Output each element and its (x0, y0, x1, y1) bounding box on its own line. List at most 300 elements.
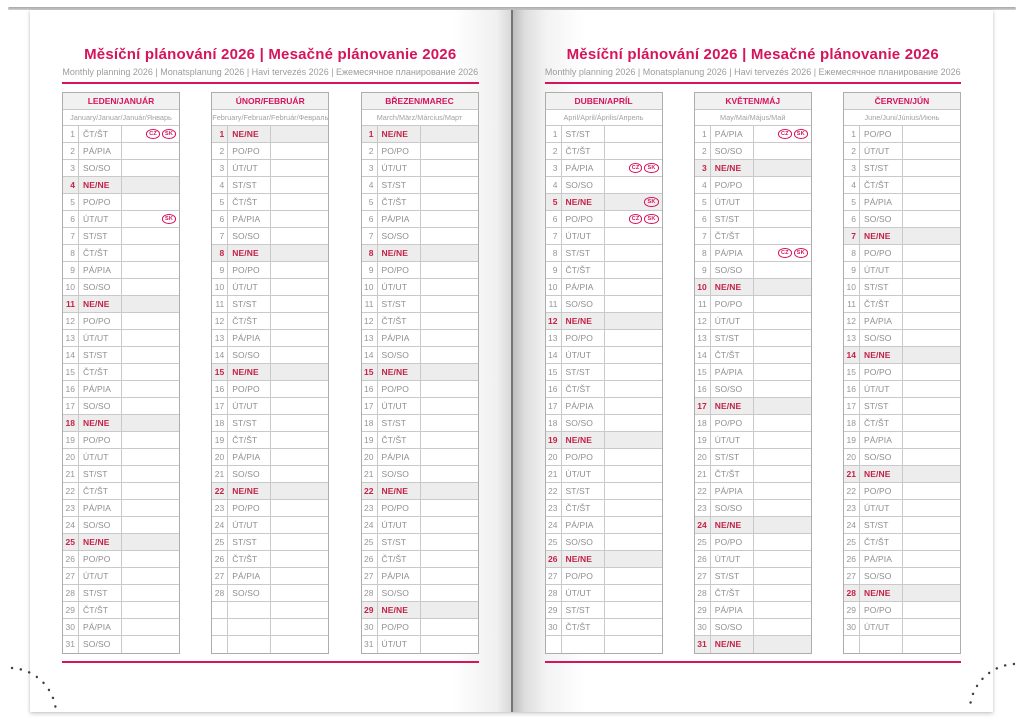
day-number-cell: 2 (844, 143, 860, 159)
day-row (546, 602, 662, 619)
day-number-cell: 10 (546, 279, 562, 295)
day-name-cell: PO/PO (860, 245, 903, 261)
day-number-cell: 25 (695, 534, 711, 550)
day-name-cell: ST/ST (228, 415, 271, 431)
day-name-cell: ČT/ŠT (711, 228, 754, 244)
day-number-cell: 14 (212, 347, 228, 363)
notes-cell (903, 500, 960, 516)
notes-cell (903, 466, 960, 482)
day-row (63, 313, 179, 330)
day-name-cell: ÚT/UT (711, 313, 754, 329)
cz-holiday-badge: CZ (629, 163, 643, 173)
day-number-cell: 11 (695, 296, 711, 312)
day-number-cell: 16 (63, 381, 79, 397)
day-name-cell: ST/ST (378, 177, 421, 193)
notes-cell (122, 211, 179, 227)
day-number-cell: 27 (695, 568, 711, 584)
notes-cell (122, 262, 179, 278)
day-number-cell: 26 (362, 551, 378, 567)
notes-cell (605, 126, 662, 142)
day-number-cell: 1 (362, 126, 378, 142)
notes-cell (605, 517, 662, 533)
day-name-cell: ÚT/UT (228, 279, 271, 295)
day-name-cell: NE/NE (860, 228, 903, 244)
notes-cell (271, 415, 328, 431)
notes-cell (754, 296, 811, 312)
day-row (212, 330, 328, 347)
day-row (695, 381, 811, 398)
day-name-cell: NE/NE (378, 126, 421, 142)
day-number-cell: 22 (362, 483, 378, 499)
day-row (63, 262, 179, 279)
day-name-cell: PO/PO (860, 126, 903, 142)
day-number-cell: 1 (695, 126, 711, 142)
day-name-cell: PÁ/PIA (860, 432, 903, 448)
right-page (511, 10, 994, 712)
day-number-cell (844, 636, 860, 653)
day-name-cell: ST/ST (79, 228, 122, 244)
day-row (212, 551, 328, 568)
notes-cell (421, 160, 478, 176)
notes-cell (754, 160, 811, 176)
day-row (212, 636, 328, 653)
day-name-cell (228, 636, 271, 653)
day-name-cell: SO/SO (711, 381, 754, 397)
day-row (844, 619, 960, 636)
day-number-cell: 20 (844, 449, 860, 465)
day-name-cell (860, 636, 903, 653)
notes-cell (903, 381, 960, 397)
day-number-cell: 22 (546, 483, 562, 499)
notes-cell (271, 228, 328, 244)
day-row (362, 347, 478, 364)
notes-cell (271, 364, 328, 380)
day-row (844, 160, 960, 177)
notes-cell (605, 211, 662, 227)
day-number-cell: 27 (844, 568, 860, 584)
day-name-cell: PÁ/PIA (228, 568, 271, 584)
notes-cell (421, 534, 478, 550)
notes-cell (903, 432, 960, 448)
day-row (63, 619, 179, 636)
day-name-cell: ÚT/UT (378, 398, 421, 414)
day-row (63, 381, 179, 398)
day-name-cell: NE/NE (228, 364, 271, 380)
notes-cell (903, 483, 960, 499)
day-row (546, 636, 662, 653)
day-row (695, 330, 811, 347)
day-row (695, 568, 811, 585)
notes-cell (754, 602, 811, 618)
day-row (844, 126, 960, 143)
day-name-cell: ST/ST (562, 602, 605, 618)
day-number-cell: 29 (844, 602, 860, 618)
day-number-cell: 14 (546, 347, 562, 363)
day-row (844, 143, 960, 160)
day-name-cell: ČT/ŠT (711, 347, 754, 363)
notes-cell (903, 296, 960, 312)
day-row (546, 483, 662, 500)
day-number-cell: 24 (362, 517, 378, 533)
notes-cell (605, 449, 662, 465)
day-name-cell: PO/PO (378, 143, 421, 159)
notes-cell (421, 602, 478, 618)
notes-cell (122, 143, 179, 159)
day-row (844, 381, 960, 398)
day-row (844, 313, 960, 330)
day-number-cell: 4 (63, 177, 79, 193)
day-name-cell: ČT/ŠT (860, 415, 903, 431)
day-row (63, 228, 179, 245)
day-name-cell: ÚT/UT (860, 500, 903, 516)
day-name-cell: PO/PO (711, 534, 754, 550)
notes-cell (754, 143, 811, 159)
notes-cell (271, 551, 328, 567)
day-name-cell: ST/ST (711, 330, 754, 346)
day-number-cell: 19 (63, 432, 79, 448)
day-row (362, 636, 478, 653)
day-number-cell: 9 (695, 262, 711, 278)
day-row (695, 636, 811, 653)
notes-cell (605, 347, 662, 363)
day-name-cell: ST/ST (860, 517, 903, 533)
day-row (362, 211, 478, 228)
day-name-cell: PÁ/PIA (562, 160, 605, 176)
notes-cell (754, 347, 811, 363)
day-number-cell (546, 636, 562, 653)
notes-cell (754, 330, 811, 346)
notes-cell (271, 296, 328, 312)
day-name-cell: ST/ST (228, 177, 271, 193)
day-row (844, 228, 960, 245)
notes-cell (605, 279, 662, 295)
notes-cell (271, 568, 328, 584)
day-row (362, 619, 478, 636)
day-name-cell: ST/ST (228, 534, 271, 550)
day-row (362, 449, 478, 466)
notes-cell (122, 483, 179, 499)
notes-cell (903, 602, 960, 618)
day-number-cell: 7 (63, 228, 79, 244)
day-row (695, 466, 811, 483)
day-number-cell: 4 (695, 177, 711, 193)
notes-cell (754, 466, 811, 482)
day-name-cell: PÁ/PIA (562, 398, 605, 414)
notes-cell (605, 313, 662, 329)
day-row (695, 279, 811, 296)
notes-cell (421, 551, 478, 567)
notes-cell (903, 636, 960, 653)
day-row (546, 517, 662, 534)
day-row (695, 347, 811, 364)
notes-cell (421, 262, 478, 278)
day-row (844, 602, 960, 619)
day-name-cell: SO/SO (860, 330, 903, 346)
day-row (844, 364, 960, 381)
notes-cell (754, 415, 811, 431)
day-row (63, 551, 179, 568)
notes-cell (271, 466, 328, 482)
day-number-cell (212, 636, 228, 653)
notes-cell (754, 279, 811, 295)
day-number-cell: 16 (546, 381, 562, 397)
day-number-cell: 29 (63, 602, 79, 618)
notes-cell (271, 126, 328, 142)
day-number-cell: 30 (362, 619, 378, 635)
day-row (63, 483, 179, 500)
day-row (63, 636, 179, 653)
notes-cell (754, 245, 811, 261)
notes-cell (271, 449, 328, 465)
day-name-cell: ČT/ŠT (228, 432, 271, 448)
day-row (844, 500, 960, 517)
notes-cell (421, 228, 478, 244)
day-row (362, 364, 478, 381)
day-number-cell: 3 (212, 160, 228, 176)
day-row (362, 313, 478, 330)
notes-cell (421, 466, 478, 482)
day-name-cell: ST/ST (562, 483, 605, 499)
day-row (546, 245, 662, 262)
day-number-cell: 30 (695, 619, 711, 635)
notes-cell (122, 432, 179, 448)
day-name-cell: ÚT/UT (860, 381, 903, 397)
day-number-cell: 18 (63, 415, 79, 431)
day-name-cell: NE/NE (711, 398, 754, 414)
notes-cell (605, 483, 662, 499)
day-row (695, 432, 811, 449)
notes-cell (271, 398, 328, 414)
notes-cell (754, 568, 811, 584)
day-name-cell: PÁ/PIA (228, 330, 271, 346)
day-row (212, 534, 328, 551)
day-row (844, 296, 960, 313)
day-row (695, 160, 811, 177)
day-number-cell: 5 (546, 194, 562, 210)
notes-cell (903, 517, 960, 533)
day-name-cell: NE/NE (860, 585, 903, 601)
day-number-cell: 6 (844, 211, 860, 227)
notes-cell (271, 381, 328, 397)
day-row (63, 432, 179, 449)
notes-cell (122, 330, 179, 346)
day-number-cell: 26 (844, 551, 860, 567)
months-row (545, 92, 962, 654)
day-row (546, 415, 662, 432)
day-row (546, 381, 662, 398)
day-number-cell: 21 (546, 466, 562, 482)
notes-cell (271, 194, 328, 210)
day-number-cell: 21 (695, 466, 711, 482)
day-row (362, 126, 478, 143)
day-name-cell: PÁ/PIA (79, 619, 122, 635)
notes-cell (421, 296, 478, 312)
day-name-cell: ÚT/UT (711, 551, 754, 567)
day-name-cell: ČT/ŠT (378, 432, 421, 448)
notes-cell (421, 211, 478, 227)
day-row (695, 245, 811, 262)
notes-cell (122, 296, 179, 312)
notes-cell (605, 466, 662, 482)
day-row (546, 585, 662, 602)
day-name-cell: ČT/ŠT (228, 313, 271, 329)
day-name-cell: ST/ST (860, 160, 903, 176)
day-number-cell: 14 (362, 347, 378, 363)
day-number-cell: 28 (63, 585, 79, 601)
day-row (212, 585, 328, 602)
day-name-cell: NE/NE (378, 364, 421, 380)
day-name-cell: PO/PO (378, 619, 421, 635)
day-number-cell: 3 (546, 160, 562, 176)
day-name-cell: ST/ST (711, 568, 754, 584)
day-row (362, 296, 478, 313)
day-number-cell: 6 (212, 211, 228, 227)
notes-cell (271, 483, 328, 499)
day-number-cell: 7 (844, 228, 860, 244)
day-number-cell: 28 (844, 585, 860, 601)
notes-cell (122, 347, 179, 363)
day-name-cell: PO/PO (228, 262, 271, 278)
day-number-cell: 10 (212, 279, 228, 295)
notes-cell (605, 194, 662, 210)
day-number-cell: 25 (362, 534, 378, 550)
notes-cell (754, 585, 811, 601)
notes-cell (122, 313, 179, 329)
day-row (212, 364, 328, 381)
day-number-cell: 15 (362, 364, 378, 380)
day-row (844, 449, 960, 466)
day-row (63, 466, 179, 483)
day-name-cell: ÚT/UT (79, 211, 122, 227)
day-number-cell: 18 (844, 415, 860, 431)
day-number-cell: 29 (546, 602, 562, 618)
day-name-cell: ČT/ŠT (378, 194, 421, 210)
day-name-cell: SO/SO (228, 347, 271, 363)
notes-cell (421, 636, 478, 653)
day-name-cell: ÚT/UT (562, 585, 605, 601)
notes-cell (605, 415, 662, 431)
notes-cell (903, 228, 960, 244)
notes-cell (421, 381, 478, 397)
day-number-cell: 12 (63, 313, 79, 329)
day-number-cell: 10 (844, 279, 860, 295)
day-row (546, 568, 662, 585)
sk-holiday-badge: SK (644, 163, 658, 173)
notes-cell (421, 585, 478, 601)
notes-cell (122, 602, 179, 618)
notes-cell (605, 602, 662, 618)
day-row (63, 449, 179, 466)
notes-cell (605, 534, 662, 550)
day-number-cell: 13 (362, 330, 378, 346)
notes-cell (421, 415, 478, 431)
day-number-cell: 11 (212, 296, 228, 312)
notes-cell (122, 160, 179, 176)
day-number-cell: 30 (63, 619, 79, 635)
day-row (362, 398, 478, 415)
day-row (844, 483, 960, 500)
day-row (844, 330, 960, 347)
day-number-cell: 17 (63, 398, 79, 414)
notes-cell (605, 160, 662, 176)
day-row (695, 126, 811, 143)
month-table-březen (361, 92, 479, 654)
day-row (212, 126, 328, 143)
day-name-cell: NE/NE (378, 483, 421, 499)
day-name-cell: ST/ST (860, 279, 903, 295)
day-row (546, 126, 662, 143)
day-row (212, 279, 328, 296)
day-number-cell: 30 (844, 619, 860, 635)
day-row (63, 194, 179, 211)
day-number-cell: 22 (844, 483, 860, 499)
day-name-cell: ČT/ŠT (860, 296, 903, 312)
day-row (212, 296, 328, 313)
day-number-cell: 1 (212, 126, 228, 142)
page-title: Měsíční plánování 2026 | Mesačné plánovanie 2026 (84, 46, 457, 63)
day-row (546, 500, 662, 517)
day-name-cell: PO/PO (79, 313, 122, 329)
day-number-cell: 26 (63, 551, 79, 567)
day-name-cell: ČT/ŠT (79, 364, 122, 380)
day-number-cell: 6 (546, 211, 562, 227)
day-number-cell: 31 (362, 636, 378, 653)
day-name-cell: SO/SO (562, 177, 605, 193)
notes-cell (271, 143, 328, 159)
day-row (695, 398, 811, 415)
notes-cell (122, 177, 179, 193)
notes-cell (271, 160, 328, 176)
page-subtitle: Monthly planning 2026 | Monatsplanung 2026 | Havi tervezés 2026 | Ежемесячное планирование 2026 (544, 67, 961, 77)
day-name-cell: ČT/ŠT (562, 381, 605, 397)
day-number-cell: 13 (546, 330, 562, 346)
day-number-cell: 28 (212, 585, 228, 601)
notes-cell (421, 177, 478, 193)
day-row (695, 517, 811, 534)
notes-cell (754, 500, 811, 516)
day-name-cell: ČT/ŠT (562, 619, 605, 635)
day-name-cell: PÁ/PIA (378, 330, 421, 346)
day-row (362, 585, 478, 602)
day-number-cell: 9 (844, 262, 860, 278)
day-name-cell: PÁ/PIA (711, 602, 754, 618)
notes-cell (754, 194, 811, 210)
day-name-cell: PÁ/PIA (860, 551, 903, 567)
cz-holiday-badge: CZ (146, 129, 160, 139)
day-name-cell: PO/PO (378, 381, 421, 397)
day-row (844, 245, 960, 262)
day-name-cell: PÁ/PIA (378, 568, 421, 584)
notes-cell (421, 619, 478, 635)
day-name-cell: PÁ/PIA (860, 313, 903, 329)
day-row (695, 602, 811, 619)
day-number-cell: 21 (212, 466, 228, 482)
notes-cell (122, 636, 179, 653)
notes-cell (122, 449, 179, 465)
day-number-cell: 25 (844, 534, 860, 550)
day-name-cell: PO/PO (79, 194, 122, 210)
day-name-cell: PO/PO (860, 483, 903, 499)
day-name-cell: SO/SO (228, 585, 271, 601)
day-number-cell: 20 (63, 449, 79, 465)
day-name-cell: ST/ST (711, 211, 754, 227)
notes-cell (122, 279, 179, 295)
notes-cell (122, 245, 179, 261)
day-name-cell: PO/PO (562, 211, 605, 227)
day-name-cell: SO/SO (378, 228, 421, 244)
day-name-cell: SO/SO (711, 500, 754, 516)
day-row (844, 551, 960, 568)
